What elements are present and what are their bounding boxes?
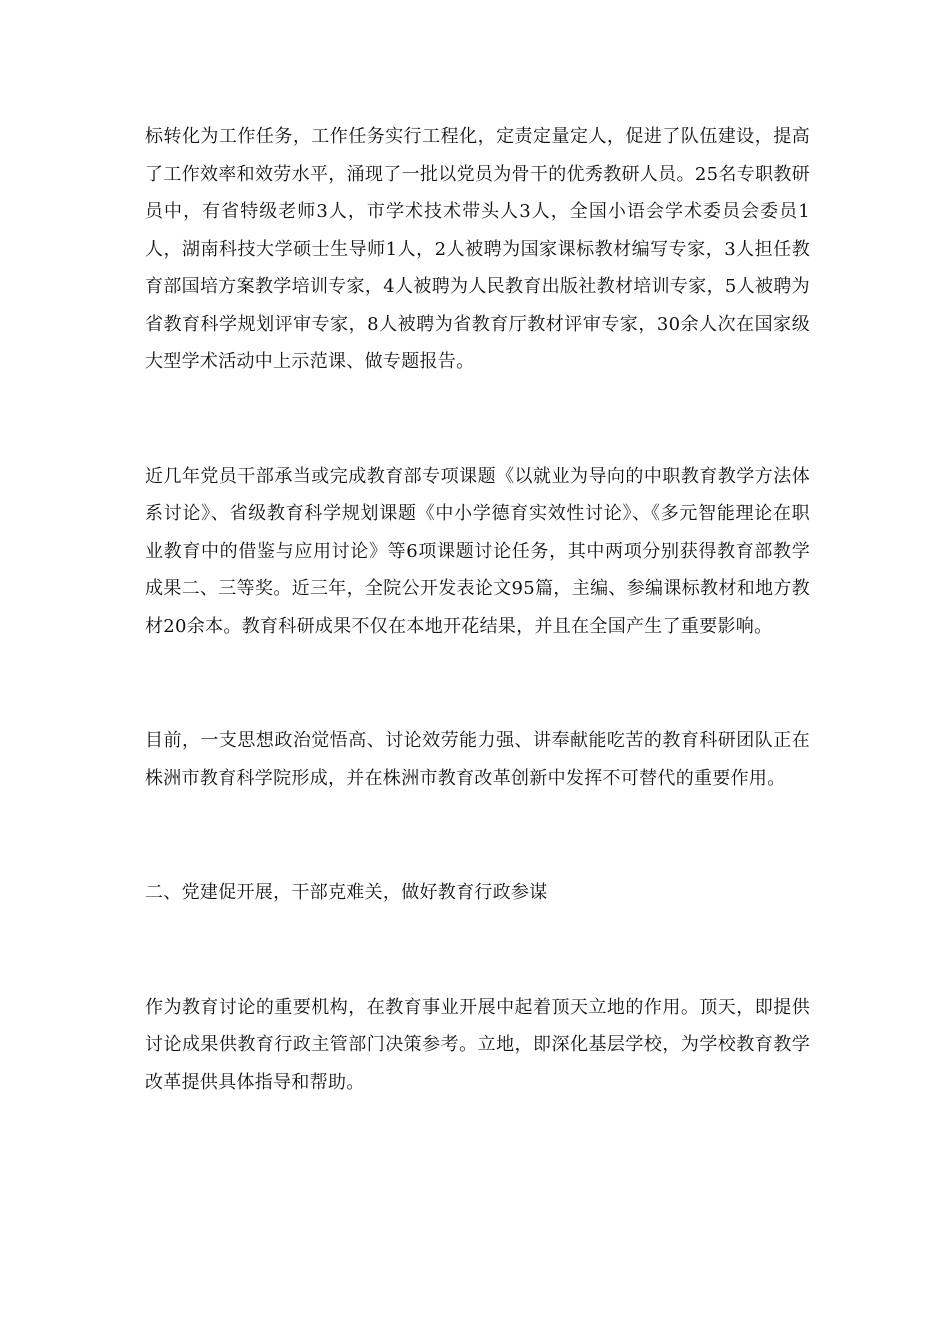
document-body	[145, 118, 810, 1101]
paragraph-research-role: 作为教育讨论的重要机构，在教育事业开展中起着顶天立地的作用。顶天，即提供讨论成果供教育行政主管部门决策参考。立地，即深化基层学校，为学校教育教学改革提供具体指导和帮助。	[145, 996, 810, 1093]
paragraph-staff-achievements: 标转化为工作任务，工作任务实行工程化，定责定量定人，促进了队伍建设，提高了工作效率和效劳水平，涌现了一批以党员为骨干的优秀教研人员。25名专职教研员中，有省特级老师3人，市学术技术带头人3人，全国小语会学术委员会委员1人，湖南科技大学硕士生导师1人，2人被聘为国家课标教材编写专家，3人担任教育部国培方案教学培训专家，4人被聘为人民教育出版社教材培训专家，5人被聘为省教育科学规划评审专家，8人被聘为省教育厅教材评审专家，30余人次在国家级大型学术活动中上示范课、做专题报告。	[145, 126, 810, 372]
section-heading: 二、党建促开展，干部克难关，做好教育行政参谋	[145, 882, 548, 903]
paragraph-research-team: 目前，一支思想政治觉悟高、讨论效劳能力强、讲奉献能吃苦的教育科研团队正在株洲市教育科学院形成，并在株洲市教育改革创新中发挥不可替代的重要作用。	[145, 730, 810, 789]
paragraph-research-projects: 近几年党员干部承当或完成教育部专项课题《以就业为导向的中职教育教学方法体系讨论》、省级教育科学规划课题《中小学德育实效性讨论》、《多元智能理论在职业教育中的借鉴与应用讨论》等6项课题讨论任务，其中两项分别获得教育部教学成果二、三等奖。近三年，全院公开发表论文95篇，主编、参编课标教材和地方教材20余本。教育科研成果不仅在本地开花结果，并且在全国产生了重要影响。	[145, 465, 810, 637]
